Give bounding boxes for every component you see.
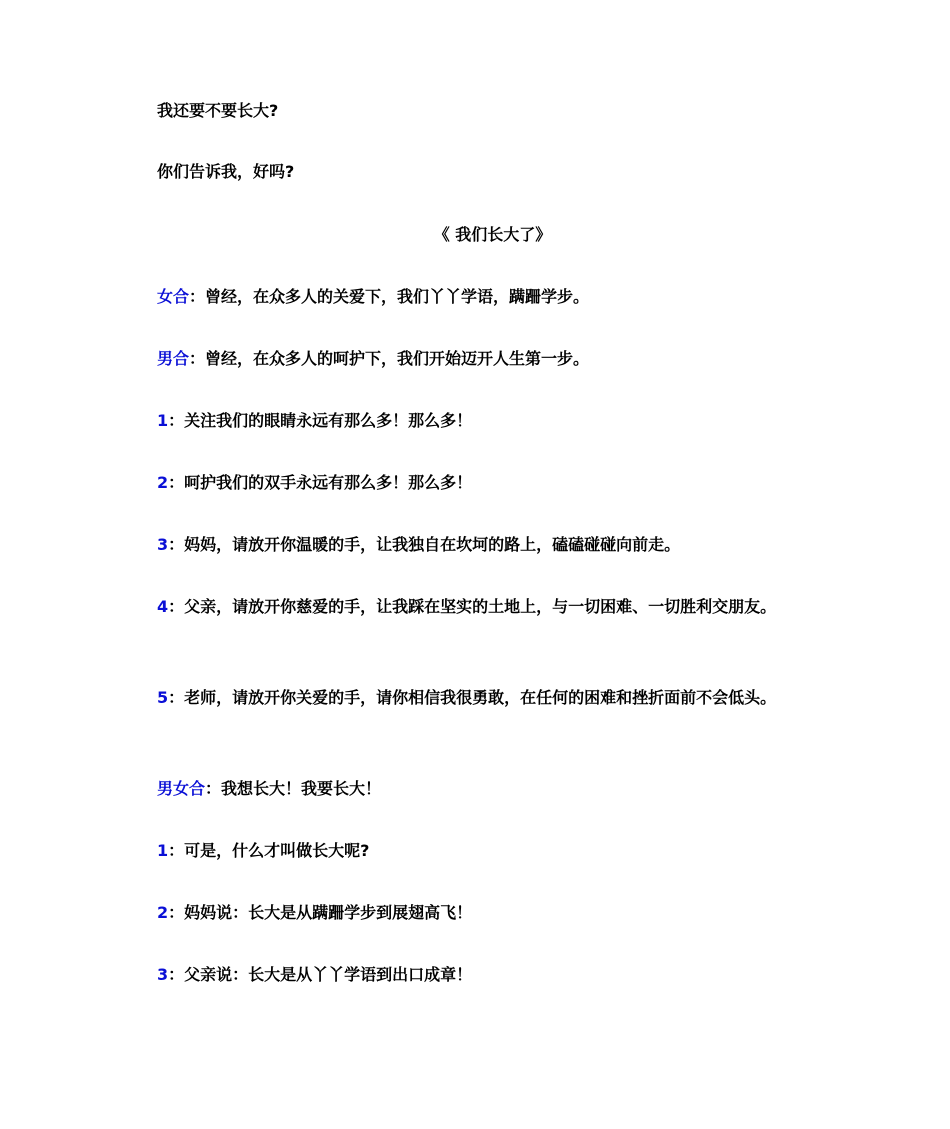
line-speaker-3 bbox=[120, 530, 825, 559]
speaker-label: 男女合 bbox=[157, 779, 206, 798]
line-speaker-4 bbox=[120, 592, 825, 621]
speaker-label: 1 bbox=[157, 841, 169, 860]
line-text: ：妈妈说：长大是从蹒跚学步到展翅高飞！ bbox=[168, 903, 473, 922]
line-text: ：老师，请放开你关爱的手，请你相信我很勇敢，在任何的困难和挫折面前不会低头。 bbox=[168, 688, 777, 707]
poem-title: 《 我们长大了》 bbox=[433, 225, 552, 244]
speaker-label: 3 bbox=[157, 965, 169, 984]
speaker-label: 2 bbox=[157, 903, 169, 922]
line-text: ：可是，什么才叫做长大呢? bbox=[168, 841, 370, 860]
line-text: ：呵护我们的双手永远有那么多！那么多！ bbox=[168, 473, 473, 492]
line-speaker-3-b bbox=[120, 960, 825, 989]
line-text: ：父亲说：长大是从丫丫学语到出口成章！ bbox=[168, 965, 473, 984]
speaker-label: 女合 bbox=[157, 287, 190, 306]
speaker-label: 5 bbox=[157, 688, 169, 707]
speaker-label: 4 bbox=[157, 597, 169, 616]
line-speaker-2 bbox=[120, 468, 825, 497]
line-text: 我还要不要长大? bbox=[157, 101, 279, 120]
line-speaker-5 bbox=[120, 683, 825, 712]
line-text: ：父亲，请放开你慈爱的手，让我踩在坚实的土地上，与一切困难、一切胜利交朋友。 bbox=[168, 597, 777, 616]
line-text: 你们告诉我，好吗? bbox=[157, 162, 295, 181]
speaker-label: 2 bbox=[157, 473, 169, 492]
speaker-label: 男合 bbox=[157, 349, 190, 368]
line-male-chorus bbox=[120, 344, 825, 373]
line-text: ：关注我们的眼睛永远有那么多！那么多！ bbox=[168, 411, 473, 430]
line-female-chorus bbox=[120, 282, 825, 311]
line-text: ：曾经，在众多人的呵护下，我们开始迈开人生第一步。 bbox=[189, 349, 590, 368]
line-text: ：妈妈，请放开你温暖的手，让我独自在坎坷的路上，磕磕碰碰向前走。 bbox=[168, 535, 681, 554]
line-speaker-1 bbox=[120, 406, 825, 435]
speaker-label: 3 bbox=[157, 535, 169, 554]
line-all-chorus bbox=[120, 774, 825, 803]
line-speaker-2-b bbox=[120, 898, 825, 927]
line-ask-tell bbox=[120, 157, 825, 186]
line-question-grow bbox=[120, 96, 825, 125]
line-speaker-1-b bbox=[120, 836, 825, 865]
speaker-label: 1 bbox=[157, 411, 169, 430]
line-text: ：曾经，在众多人的关爱下，我们丫丫学语，蹒跚学步。 bbox=[189, 287, 590, 306]
line-text: ：我想长大！我要长大！ bbox=[205, 779, 382, 798]
